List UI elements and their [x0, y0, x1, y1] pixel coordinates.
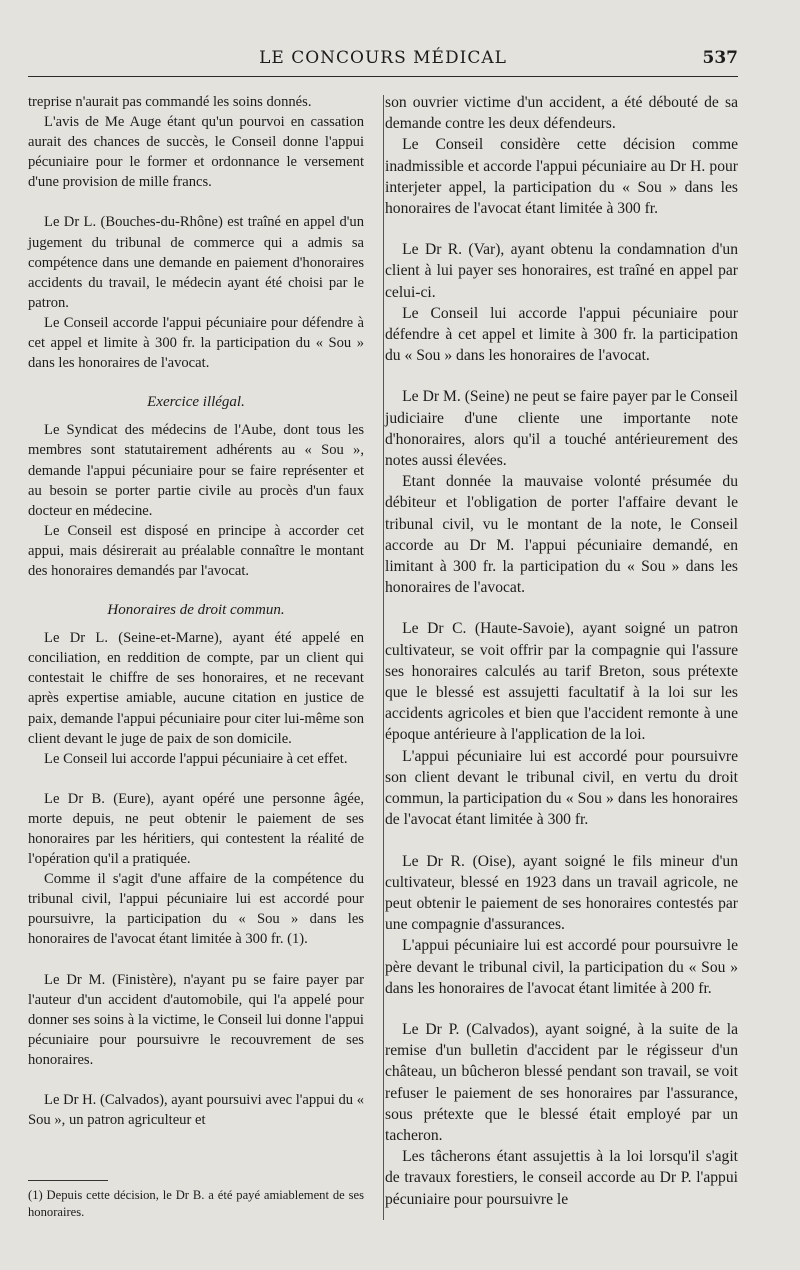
paragraph: Le Conseil lui accorde l'appui pécuniaire pour défendre à cet appel et limite à 300 fr. la participation du « Sou » dans les honoraires de l'avocat.	[385, 304, 738, 365]
paragraph: L'appui pécuniaire lui est accordé pour poursuivre son client devant le tribunal civil, en vertu du droit commun, la participation du « Sou » dans les honoraires de l'avocat étant limitée à 300 fr.	[385, 747, 738, 829]
paragraph: Le Syndicat des médecins de l'Aube, dont tous les membres sont statutairement adhérents au « Sou », demande l'appui pécuniaire pour se faire représenter et au besoin se porter partie civile au procès d'un faux docteur en médecine.	[28, 422, 364, 519]
paragraph: Etant donnée la mauvaise volonté présumée du débiteur et l'obligation de porter l'affaire devant le tribunal civil, vu le montant de la note, le Conseil accorde au Dr M. l'appui pécuniaire demandé, en limitant à 300 fr. la participation du « Sou » dans les honoraires de l'avocat.	[385, 473, 738, 597]
page-header	[28, 42, 738, 77]
paragraph: L'avis de Me Auge étant qu'un pourvoi en cassation aurait des chances de succès, le Conseil donne l'appui pécuniaire pour le former et ordonnance le versement d'une provision de mille francs.	[28, 114, 364, 191]
paragraph: Le Dr P. (Calvados), ayant soigné, à la suite de la remise d'un bulletin d'accident par le régisseur d'un château, un bûcheron blessé pendant son travail, se voit refuser le paiement de ses honoraires par l'assurance, sous prétexte que le blessé était employé par un tacheron.	[385, 1020, 738, 1144]
running-title: LE CONCOURS MÉDICAL	[259, 48, 507, 68]
paragraph: Le Conseil accorde l'appui pécuniaire pour défendre à cet appel et limite à 300 fr. la participation du « Sou » dans les honoraires de l'avocat.	[28, 314, 364, 372]
paragraph: Le Dr R. (Var), ayant obtenu la condamnation d'un client à lui payer ses honoraires, est traîné en appel par celui-ci.	[385, 241, 738, 301]
paragraph: Le Dr B. (Eure), ayant opéré une personne âgée, morte depuis, ne peut obtenir le paiement de ses honoraires par les héritiers, qui contestent la réalité de l'opération qu'il a pratiquée.	[28, 790, 364, 868]
paragraph: Le Dr C. (Haute-Savoie), ayant soigné un patron cultivateur, se voit offrir par la compagnie qui l'assure ses honoraires calculés au tarif Breton, sous prétexte que le blessé est assujetti facultatif à la loi sur les accidents agricoles et bien que l'accident remonte à une époque antérieure à l'application de la loi.	[385, 620, 738, 744]
column-divider	[383, 95, 384, 1220]
paragraph: Les tâcherons étant assujettis à la loi lorsqu'il s'agit de travaux forestiers, le conseil accorde au Dr P. l'appui pécuniaire pour poursuivre le	[385, 1148, 738, 1208]
paragraph: L'appui pécuniaire lui est accordé pour poursuivre le père devant le tribunal civil, la participation du « Sou » dans les honoraires de l'avocat étant limitée à 200 fr.	[385, 937, 738, 997]
paragraph: Le Dr L. (Bouches-du-Rhône) est traîné en appel d'un jugement du tribunal de commerce qui a admis sa compétence dans une demande en paiement d'honoraires accidents du travail, le médecin ayant été choisi par le patron.	[28, 214, 364, 311]
paragraph: Le Dr M. (Seine) ne peut se faire payer par le Conseil judiciaire d'une cliente une importante note d'honoraires, alors qu'il a touché antérieurement des notes aussi élevées.	[385, 388, 738, 470]
paragraph: Le Conseil est disposé en principe à accorder cet appui, mais désirerait au préalable connaître le montant des honoraires demandés par l'avocat.	[28, 522, 364, 579]
section-heading: Honoraires de droit commun.	[107, 602, 285, 619]
footnote: (1) Depuis cette décision, le Dr B. a été payé amiablement de ses honoraires.	[28, 1188, 364, 1219]
page-number: 537	[702, 48, 738, 68]
paragraph: Le Dr L. (Seine-et-Marne), ayant été appelé en conciliation, en reddition de compte, par un client qui contestait le chiffre de ses honoraires, et ne recevant après expertise amiable, aucune citation en justice de paix, demande l'appui pécuniaire pour citer lui-même son client devant le juge de paix de son domicile.	[28, 630, 364, 747]
footnote-rule	[28, 1180, 108, 1181]
paragraph: Le Dr R. (Oise), ayant soigné le fils mineur d'un cultivateur, blessé en 1923 dans un travail agricole, ne peut obtenir le paiement de ses honoraires contestés par une compagnie d'assurances.	[385, 852, 738, 934]
paragraph: Le Conseil considère cette décision comme inadmissible et accorde l'appui pécuniaire au Dr H. pour interjeter appel, la participation du « Sou » dans les honoraires de l'avocat étant limitée à 300 fr.	[385, 136, 738, 218]
right-column	[385, 92, 738, 1210]
paragraph: Le Dr H. (Calvados), ayant poursuivi avec l'appui du « Sou », un patron agriculteur et	[28, 1092, 365, 1129]
paragraph: Le Conseil lui accorde l'appui pécuniaire à cet effet.	[44, 750, 348, 767]
paragraph: son ouvrier victime d'un accident, a été débouté de sa demande contre les deux défendeurs.	[385, 94, 738, 133]
section-heading: Exercice illégal.	[147, 394, 245, 411]
paragraph: Le Dr M. (Finistère), n'ayant pu se faire payer par l'auteur d'un accident d'automobile, qui l'a appelé pour donner ses soins à la victime, le Conseil lui donne l'appui pécuniaire pour poursuivre le recouvrement de ses honoraires.	[28, 971, 364, 1068]
paragraph: Comme il s'agit d'une affaire de la compétence du tribunal civil, l'appui pécuniaire lui est accordé pour poursuivre, la participation du « Sou » dans les honoraires de l'avocat étant limitée à 300 fr. (1).	[28, 871, 364, 948]
left-column	[28, 92, 364, 1130]
paragraph: treprise n'aurait pas commandé les soins donnés.	[28, 94, 312, 110]
